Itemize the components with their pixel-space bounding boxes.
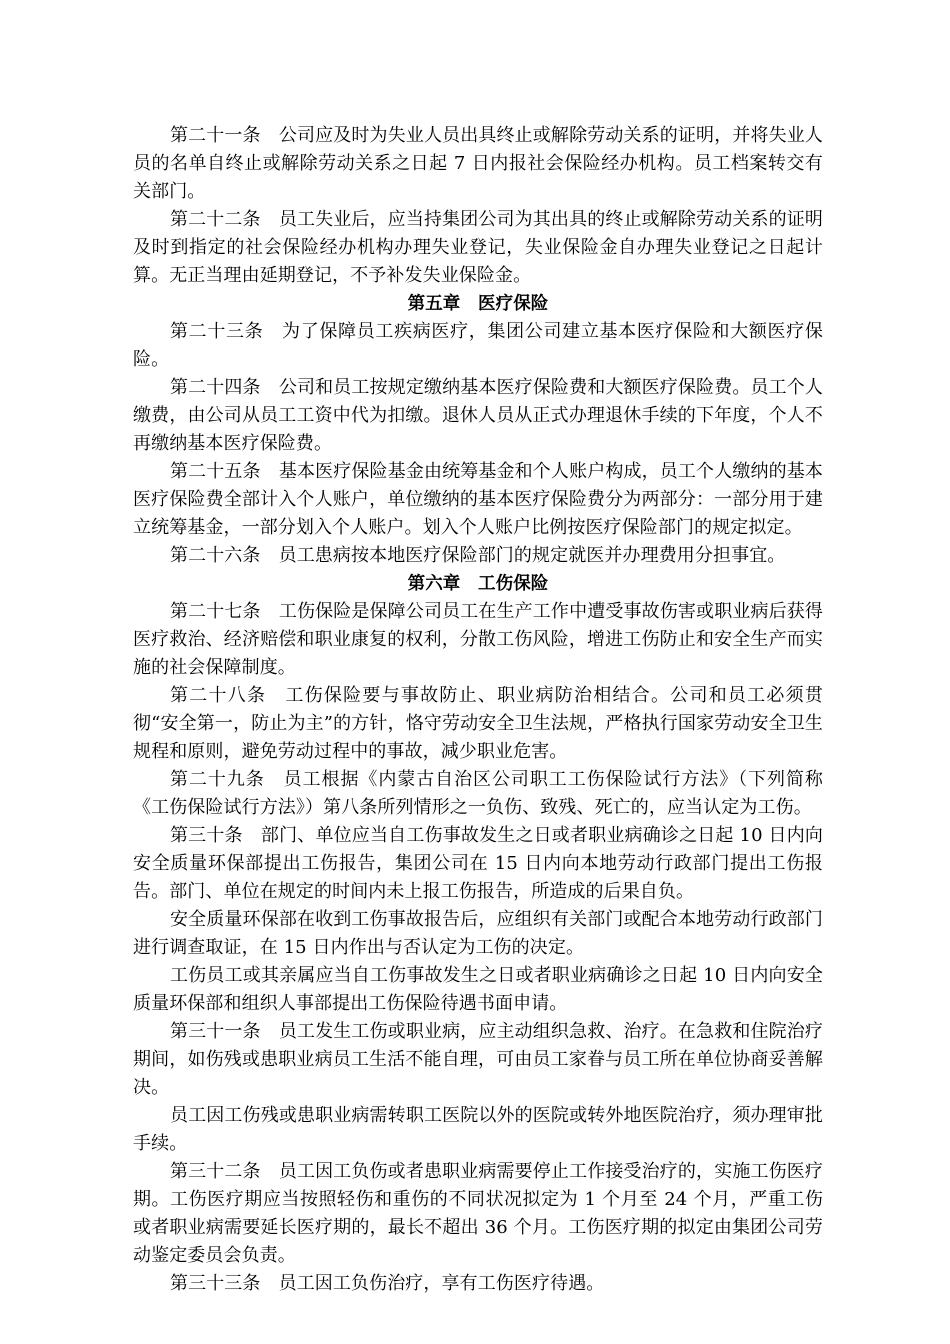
article-23: 第二十三条 为了保障员工疾病医疗，集团公司建立基本医疗保险和大额医疗保险。 [133,321,823,370]
article-22: 第二十二条 员工失业后，应当持集团公司为其出具的终止或解除劳动关系的证明及时到指定的社会保险经办机构办理失业登记，失业保险金自办理失业登记之日起计算。无正当理由延期登记，不予补发失业保险金。 [133,209,823,286]
article-29: 第二十九条 员工根据《内蒙古自治区公司职工工伤保险试行方法》（下列简称《工伤保险试行方法》）第八条所列情形之一负伤、致残、死亡的，应当认定为工伤。 [133,769,823,818]
article-25: 第二十五条 基本医疗保险基金由统筹基金和个人账户构成，员工个人缴纳的基本医疗保险费全部计入个人账户，单位缴纳的基本医疗保险费分为两部分：一部分用于建立统筹基金，一部分划入个人账户。划入个人账户比例按医疗保险部门的规定拟定。 [133,461,823,538]
article-30: 第三十条 部门、单位应当自工伤事故发生之日或者职业病确诊之日起 10 日内向安全质量环保部提出工伤报告，集团公司在 15 日内向本地劳动行政部门提出工伤报告。部门、单位在规定的时间内未上报工伤报告，所造成的后果自负。 [133,825,823,902]
article-33: 第三十三条 员工因工负伤治疗，享有工伤医疗待遇。 [170,1273,605,1294]
article-30-paragraph-3: 工伤员工或其亲属应当自工伤事故发生之日或者职业病确诊之日起 10 日内向安全质量环保部和组织人事部提出工伤保险待遇书面申请。 [133,965,823,1014]
article-31-paragraph-2: 员工因工伤残或患职业病需转职工医院以外的医院或转外地医院治疗，须办理审批手续。 [133,1105,823,1154]
article-24: 第二十四条 公司和员工按规定缴纳基本医疗保险费和大额医疗保险费。员工个人缴费，由公司从员工工资中代为扣缴。退休人员从正式办理退休手续的下年度，个人不再缴纳基本医疗保险费。 [133,377,823,454]
chapter-5-heading: 第五章 医疗保险 [407,294,549,314]
article-27: 第二十七条 工伤保险是保障公司员工在生产工作中遭受事故伤害或职业病后获得医疗救治、经济赔偿和职业康复的权利，分散工伤风险，增进工伤防止和安全生产而实施的社会保障制度。 [133,601,823,678]
article-26: 第二十六条 员工患病按本地医疗保险部门的规定就医并办理费用分担事宜。 [170,545,786,566]
chapter-6-heading: 第六章 工伤保险 [407,574,549,594]
article-32: 第三十二条 员工因工负伤或者患职业病需要停止工作接受治疗的，实施工伤医疗期。工伤医疗期应当按照轻伤和重伤的不同状况拟定为 1 个月至 24 个月，严重工伤或者职业病需要延长医疗期的，最长不超出 36 个月。工伤医疗期的拟定由集团公司劳动鉴定委员会负责。 [133,1161,823,1266]
document-body [133,122,823,1298]
article-21: 第二十一条 公司应及时为失业人员出具终止或解除劳动关系的证明，并将失业人员的名单自终止或解除劳动关系之日起 7 日内报社会保险经办机构。员工档案转交有关部门。 [133,125,823,202]
article-30-paragraph-2: 安全质量环保部在收到工伤事故报告后，应组织有关部门或配合本地劳动行政部门进行调查取证，在 15 日内作出与否认定为工伤的决定。 [133,909,823,958]
article-28: 第二十八条 工伤保险要与事故防止、职业病防治相结合。公司和员工必须贯彻“安全第一，防止为主”的方针，恪守劳动安全卫生法规，严格执行国家劳动安全卫生规程和原则，避免劳动过程中的事故，减少职业危害。 [133,685,823,762]
article-31: 第三十一条 员工发生工伤或职业病，应主动组织急救、治疗。在急救和住院治疗期间，如伤残或患职业病员工生活不能自理，可由员工家眷与员工所在单位协商妥善解决。 [133,1021,823,1098]
